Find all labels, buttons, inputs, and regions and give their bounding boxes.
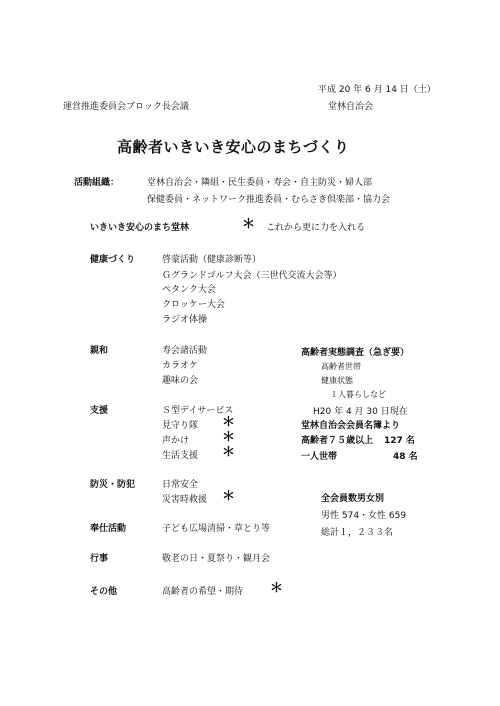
section-label-friendship: 親和 xyxy=(90,346,109,356)
survey-item: 健康状態 xyxy=(321,376,353,385)
members-total: 総計１，２３３名 xyxy=(321,528,394,538)
other-item: 高齢者の希望・期待 xyxy=(162,587,244,597)
section-label-events: 行事 xyxy=(90,554,109,564)
stats-date: H20 年 4 月 30 日現在 xyxy=(313,407,408,417)
section-label-health: 健康づくり xyxy=(90,255,136,265)
support-item: 声かけ xyxy=(162,436,190,446)
page-title: 高齢者いきいき安心のまちづくり xyxy=(117,138,350,156)
safety-star: ＊ xyxy=(222,489,236,504)
support-item: 生活支援 xyxy=(162,451,199,461)
section-label-other: その他 xyxy=(90,587,118,597)
survey-title: 高齢者実態調査（急ぎ要） xyxy=(301,348,410,358)
section-label-service: 奉仕活動 xyxy=(90,524,127,534)
meeting-name: 運営推進委員会ブロック長会議 xyxy=(63,102,189,112)
health-item: Ｇグランドゴルフ大会（三世代交流大会等） xyxy=(162,271,342,281)
safety-item: 災害時救援 xyxy=(162,495,208,505)
stats-elderly-label: 高齢者７５歳以上 xyxy=(301,436,374,446)
friendship-item: 趣味の会 xyxy=(162,376,199,386)
section-label-support: 支援 xyxy=(90,406,109,416)
stats-source: 堂林自治会会員名簿より xyxy=(301,421,401,431)
service-item: 子ども広場清掃・草とり等 xyxy=(162,524,271,534)
date-line: 平成 20 年 6 月 14 日（土） xyxy=(318,85,436,95)
stats-single-value: 48 名 xyxy=(393,452,418,462)
health-item: ペタンク大会 xyxy=(162,285,216,295)
other-star: ＊ xyxy=(270,581,284,596)
health-item: ラジオ体操 xyxy=(162,315,208,325)
stats-elderly-value: 127 名 xyxy=(384,436,415,446)
friendship-item: カラオケ xyxy=(162,361,198,371)
organizations-line-2: 保健委員・ネットワーク推進委員・むらさき倶楽部・協力会 xyxy=(147,195,391,205)
support-star: ＊ xyxy=(222,430,236,445)
survey-item: 高齢者世帯 xyxy=(321,362,361,371)
support-star: ＊ xyxy=(222,415,236,430)
stats-single-label: 一人世帯 xyxy=(301,452,338,462)
survey-item: １人暮らしなど xyxy=(330,390,386,399)
safety-item: 日常安全 xyxy=(162,480,199,490)
organization-name: 堂林自治会 xyxy=(328,102,374,112)
motto-text: いきいき安心のまち堂林 xyxy=(90,223,190,233)
friendship-item: 寿会諸活動 xyxy=(162,346,208,356)
motto-note: これから更に力を入れる xyxy=(266,223,366,233)
organizations-label: 活動組織： xyxy=(74,178,120,188)
health-item: 啓蒙活動（健康診断等） xyxy=(162,255,262,265)
organizations-line-1: 堂林自治会・隣組・民生委員・寿会・自主防災・婦人部 xyxy=(147,178,373,188)
motto-star: ＊ xyxy=(242,217,256,232)
support-item: Ｓ型デイサービス xyxy=(162,406,234,416)
events-item: 敬老の日・夏祭り・観月会 xyxy=(162,554,271,564)
support-item: 見守り隊 xyxy=(162,421,199,431)
health-item: クロッケー大会 xyxy=(162,300,225,310)
members-gender: 男性 574・女性 659 xyxy=(321,511,407,521)
members-title: 全会員数男女別 xyxy=(321,494,385,504)
section-label-safety: 防災・防犯 xyxy=(90,480,136,490)
support-star: ＊ xyxy=(222,445,236,460)
